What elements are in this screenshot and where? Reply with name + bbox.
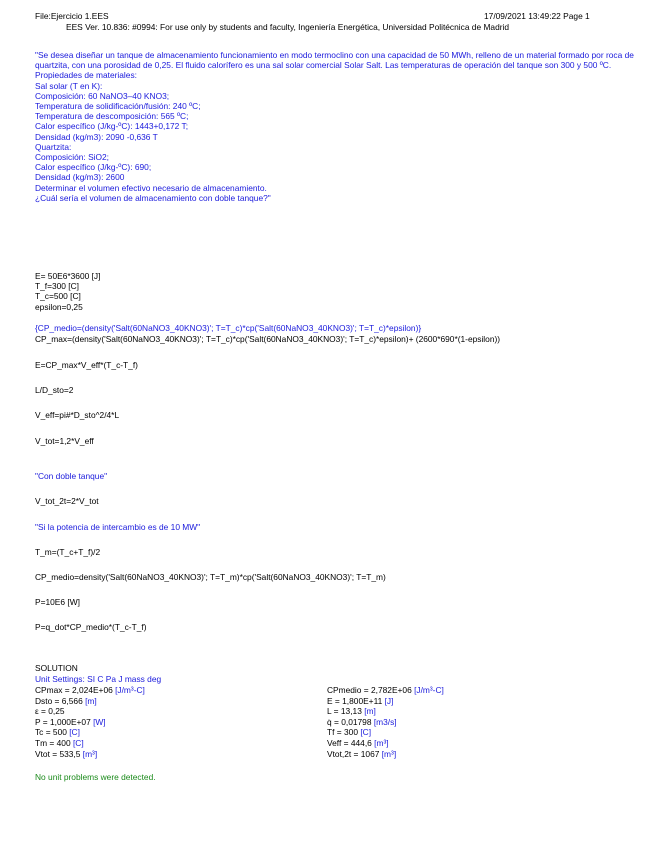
solution-row: Vtot,2t = 1067 [m³] <box>327 748 397 759</box>
statement-line: Densidad (kg/m3): 2090 -0,636 T <box>35 131 158 142</box>
solution-row: E = 1,800E+11 [J] <box>327 695 394 706</box>
p-equation: P=q_dot*CP_medio*(T_c-T_f) <box>35 622 147 632</box>
input-line: T_c=500 [C] <box>35 291 81 302</box>
solution-row: Tf = 300 [C] <box>327 727 372 738</box>
statement-line: Quartzita: <box>35 141 72 152</box>
statement-intro: "Se desea diseñar un tanque de almacenamiento funcionamiento en modo termoclino con una capacidad de 50 MWh, relleno de un material formado por roca de quartzita, con una porosidad de 0,25. El fluido calorífero es una sal solar comercial Solar Salt. Las temperaturas de operación del tanque son 300 y 500 ºC. <box>35 50 634 71</box>
input-line: epsilon=0,25 <box>35 301 83 312</box>
solution-row: ε = 0,25 <box>35 706 65 717</box>
file-name: File:Ejercicio 1.EES <box>35 11 109 21</box>
v-tot-equation: V_tot=1,2*V_eff <box>35 436 94 446</box>
solution-left-column <box>35 685 145 759</box>
unit-settings: Unit Settings: SI C Pa J mass deg <box>35 674 162 684</box>
solution-row: CPmax = 2,024E+06 [J/m³-C] <box>35 685 145 695</box>
solution-row: Dsto = 6,566 [m] <box>35 695 97 706</box>
solution-row: L = 13,13 [m] <box>327 706 376 717</box>
solution-title: SOLUTION <box>35 663 78 673</box>
solution-row: Tm = 400 [C] <box>35 737 84 748</box>
date-page: 17/09/2021 13:49:22 Page 1 <box>484 11 590 21</box>
solution-row: Vtot = 533,5 [m³] <box>35 748 98 759</box>
p-definition: P=10E6 [W] <box>35 597 80 607</box>
unit-check-status: No unit problems were detected. <box>35 772 156 782</box>
statement-line: ¿Cuál sería el volumen de almacenamiento con doble tanque?" <box>35 192 271 203</box>
cp-medio-equation: CP_medio=density('Salt(60NaNO3_40KNO3)'; T=T_m)*cp('Salt(60NaNO3_40KNO3)'; T=T_m) <box>35 572 386 582</box>
solution-row: q̇ = 0,01798 [m3/s] <box>327 716 397 727</box>
cp-max-equation: CP_max=(density('Salt(60NaNO3_40KNO3)'; T=T_c)*cp('Salt(60NaNO3_40KNO3)'; T=T_c)*epsilon)+ (2600*690*(1-epsilon)) <box>35 334 501 344</box>
input-block <box>35 271 100 312</box>
solution-row: P = 1,000E+07 [W] <box>35 716 106 727</box>
solution-row: CPmedio = 2,782E+06 [J/m³-C] <box>327 685 444 695</box>
v-tot-2t-equation: V_tot_2t=2*V_tot <box>35 496 99 506</box>
statement-line: Composición: 60 NaNO3–40 KNO3; <box>35 90 170 101</box>
t-m-equation: T_m=(T_c+T_f)/2 <box>35 547 101 557</box>
input-line: E= 50E6*3600 [J] <box>35 271 101 281</box>
ratio-equation: L/D_sto=2 <box>35 385 74 395</box>
statement-line: Densidad (kg/m3): 2600 <box>35 172 125 183</box>
ees-version: EES Ver. 10.836: #0994: For use only by students and faculty, Ingeniería Energética, Universidad Politécnica de Madrid <box>66 22 510 32</box>
power-comment: "Si la potencia de intercambio es de 10 MW" <box>35 522 201 532</box>
statement-line: Temperatura de descomposición: 565 ºC; <box>35 111 189 122</box>
energy-equation: E=CP_max*V_eff*(T_c-T_f) <box>35 360 138 370</box>
statement-line: Temperatura de solidificación/fusión: 240 ºC; <box>35 101 201 112</box>
solution-right-column <box>327 685 444 759</box>
statement-line: Calor específico (J/kg-ºC): 1443+0,172 T; <box>35 121 189 132</box>
statement-line: Determinar el volumen efectivo necesario de almacenamiento. <box>35 182 267 193</box>
input-line: T_f=300 [C] <box>35 281 79 292</box>
statement-line: Sal solar (T en K): <box>35 80 103 91</box>
v-eff-equation: V_eff=pi#*D_sto^2/4*L <box>35 410 120 420</box>
solution-row: Veff = 444,6 [m³] <box>327 737 389 748</box>
double-tank-comment: "Con doble tanque" <box>35 471 108 481</box>
problem-statement <box>35 50 635 203</box>
statement-line: Composición: SiO2; <box>35 152 110 163</box>
statement-line: Propiedades de materiales: <box>35 70 137 81</box>
statement-line: Calor específico (J/kg-ºC): 690; <box>35 162 152 173</box>
solution-row: Tc = 500 [C] <box>35 727 80 738</box>
cp-comment: {CP_medio=(density('Salt(60NaNO3_40KNO3)'; T=T_c)*cp('Salt(60NaNO3_40KNO3)'; T=T_c)*epsilon)} <box>35 323 422 333</box>
